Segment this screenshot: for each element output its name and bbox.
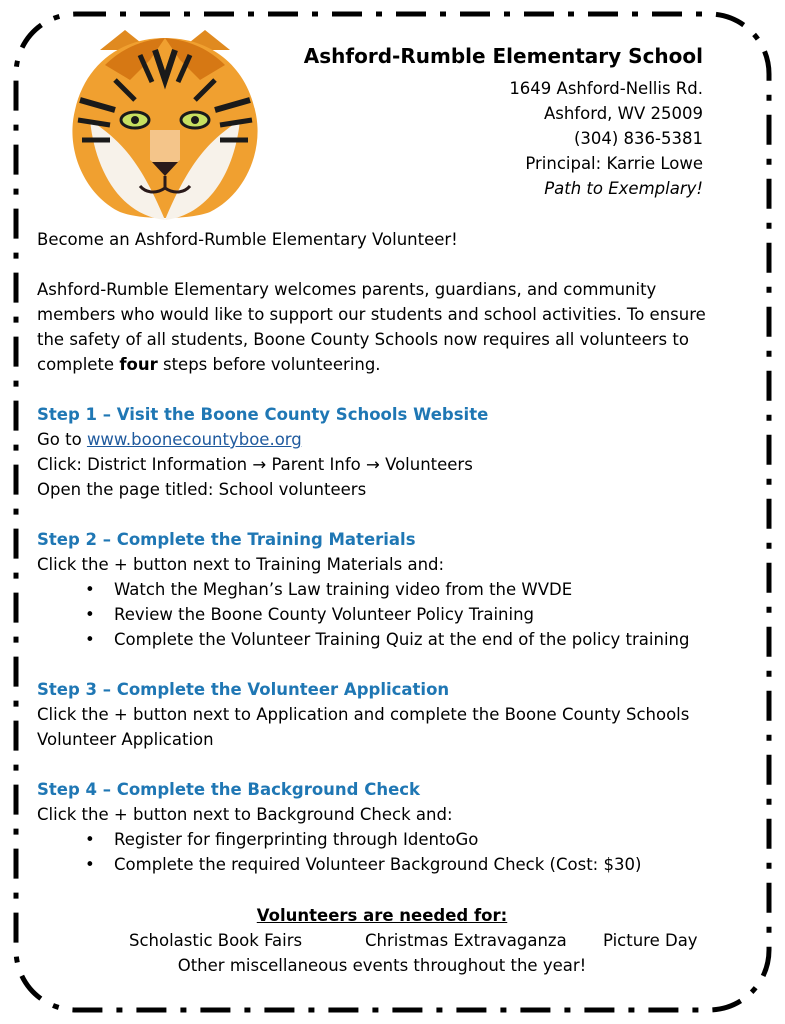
school-motto: Path to Exemplary! [544,179,703,198]
step4-title: Step 4 – Complete the Background Check [37,780,421,799]
event-christmas: Christmas Extravaganza [365,931,567,950]
school-city: Ashford, WV 25009 [543,104,703,123]
school-address: 1649 Ashford-Nellis Rd. [509,79,703,98]
other-events: Other miscellaneous events throughout the year! [177,956,587,975]
step2-title: Step 2 – Complete the Training Materials [37,530,416,549]
intro-text-start: Ashford-Rumble Elementary welcomes parents, guardians, and community members who would like to support our students and school activities. To ensure the safety of all students, Boone County Schools now requires all volunteers to complete [37,280,706,374]
intro-text-end: steps before volunteering. [157,355,381,374]
intro-heading: Become an Ashford-Rumble Elementary Volunteer! [37,230,458,249]
flyer-body [37,227,727,877]
school-name: Ashford-Rumble Elementary School [303,44,703,68]
volunteer-needs [37,903,727,978]
list-item: • Complete the required Volunteer Background Check (Cost: $30) [37,852,727,877]
school-phone: (304) 836-5381 [573,129,703,148]
step1-click-path: Click: District Information → Parent Info → Volunteers [37,455,473,474]
step4-intro: Click the + button next to Background Check and: [37,805,453,824]
step3-text: Click the + button next to Application and complete the Boone County Schools Volunteer Application [37,705,690,749]
step1-goto-prefix: Go to [37,430,87,449]
list-item: • Watch the Meghan’s Law training video from the WVDE [37,577,727,602]
website-link[interactable]: www.boonecountyboe.org [86,430,302,449]
step2-list [37,577,727,652]
event-picture-day: Picture Day [603,931,698,950]
step1-goto [37,427,727,452]
events-row [37,928,727,953]
step3-title: Step 3 – Complete the Volunteer Application [37,680,450,699]
needed-heading: Volunteers are needed for: [256,906,508,925]
intro-text-bold: four [119,355,158,374]
list-item: • Complete the Volunteer Training Quiz at the end of the policy training [37,627,727,652]
school-header [304,42,703,201]
list-item: • Register for fingerprinting through IdentoGo [37,827,727,852]
step1-title: Step 1 – Visit the Boone County Schools Website [37,405,489,424]
step4-list [37,827,727,877]
intro-paragraph [37,277,727,377]
event-book-fairs: Scholastic Book Fairs [129,931,303,950]
school-principal: Principal: Karrie Lowe [525,154,703,173]
list-item: • Review the Boone County Volunteer Policy Training [37,602,727,627]
tiger-head-icon [60,20,270,225]
step2-intro: Click the + button next to Training Materials and: [37,555,445,574]
step1-open-page: Open the page titled: School volunteers [37,480,367,499]
